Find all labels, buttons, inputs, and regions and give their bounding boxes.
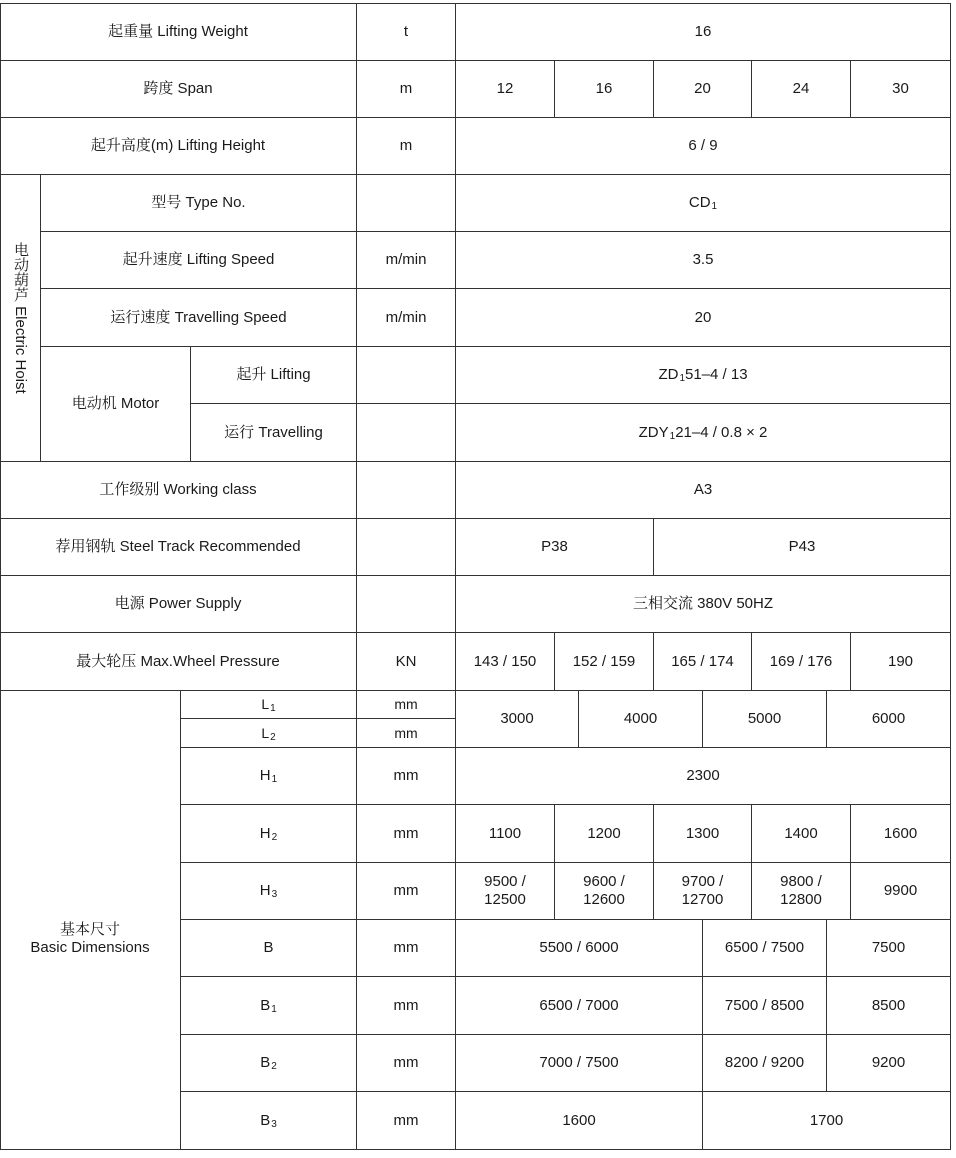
- motor-label: 电动机 Motor: [41, 347, 191, 462]
- l-value: 3000: [456, 691, 579, 748]
- l2-subscript: 2: [270, 731, 276, 743]
- b1-subscript: 1: [271, 1003, 277, 1015]
- steel-track-value: P43: [654, 519, 951, 576]
- l2-label: [181, 719, 357, 748]
- lifting-speed-unit: m/min: [357, 232, 456, 289]
- h2-value: 1100: [456, 805, 555, 863]
- b1-unit: mm: [357, 977, 456, 1035]
- motor-travelling-spec: 21–4 / 0.8 × 2: [675, 423, 768, 441]
- b1-value: 8500: [827, 977, 951, 1035]
- h1-value: 2300: [456, 748, 951, 805]
- lifting-speed-label: 起升速度 Lifting Speed: [41, 232, 357, 289]
- b2-value: 8200 / 9200: [703, 1035, 827, 1092]
- motor-travelling-label: 运行 Travelling: [191, 404, 357, 462]
- l-value: 6000: [827, 691, 951, 748]
- h1-symbol: H: [259, 767, 271, 784]
- span-value: 16: [555, 61, 654, 118]
- h2-value: 1600: [851, 805, 951, 863]
- h2-value: 1200: [555, 805, 654, 863]
- l1-label: [181, 691, 357, 719]
- span-value: 20: [654, 61, 752, 118]
- wheel-pressure-label: 最大轮压 Max.Wheel Pressure: [0, 633, 357, 691]
- lifting-height-label: 起升高度(m) Lifting Height: [0, 118, 357, 175]
- wheel-pressure-value: 169 / 176: [752, 633, 851, 691]
- h1-label: [181, 748, 357, 805]
- motor-travelling-model: ZDY: [638, 423, 669, 441]
- b1-label: [181, 977, 357, 1035]
- b2-subscript: 2: [271, 1061, 277, 1072]
- steel-track-unit: [357, 519, 456, 576]
- span-value: 24: [752, 61, 851, 118]
- b2-value: 9200: [827, 1035, 951, 1092]
- l1-unit: mm: [357, 691, 456, 719]
- power-supply-unit: [357, 576, 456, 633]
- steel-track-value: P38: [456, 519, 654, 576]
- working-class-unit: [357, 462, 456, 519]
- lifting-height-value: 6 / 9: [456, 118, 951, 175]
- l-value: 4000: [579, 691, 703, 748]
- h3-subscript: 3: [271, 889, 278, 900]
- b3-value: 1700: [703, 1092, 951, 1150]
- motor-lifting-spec: 51–4 / 13: [685, 366, 748, 383]
- b-value: 7500: [827, 920, 951, 977]
- span-label: 跨度 Span: [0, 61, 357, 118]
- motor-travelling-unit: [357, 404, 456, 462]
- basic-dimensions-en: Basic Dimensions: [30, 939, 150, 956]
- h3-value: 9800 / 12800: [752, 863, 851, 920]
- h1-unit: mm: [357, 748, 456, 805]
- h2-value: 1300: [654, 805, 752, 863]
- h2-symbol: H: [259, 824, 271, 842]
- b3-value: 1600: [456, 1092, 703, 1150]
- h2-label: [181, 805, 357, 863]
- motor-lifting-label: 起升 Lifting: [191, 347, 357, 404]
- wheel-pressure-value: 143 / 150: [456, 633, 555, 691]
- span-value: 30: [851, 61, 951, 118]
- power-supply-value: 三相交流 380V 50HZ: [456, 576, 951, 633]
- wheel-pressure-value: 190: [851, 633, 951, 691]
- b1-value: 7500 / 8500: [703, 977, 827, 1035]
- wheel-pressure-unit: KN: [357, 633, 456, 691]
- power-supply-label: 电源 Power Supply: [0, 576, 357, 633]
- b2-label: [181, 1035, 357, 1092]
- travelling-speed-label: 运行速度 Travelling Speed: [41, 289, 357, 347]
- l2-symbol: L: [261, 724, 270, 741]
- b3-label: [181, 1092, 357, 1150]
- motor-lifting-unit: [357, 347, 456, 404]
- b3-unit: mm: [357, 1092, 456, 1150]
- h3-value: 9900: [851, 863, 951, 920]
- lifting-height-unit: m: [357, 118, 456, 175]
- type-no-value: [456, 175, 951, 232]
- motor-lifting-subscript: 1: [679, 373, 685, 384]
- type-no-subscript: 1: [711, 201, 718, 212]
- steel-track-label: 荐用钢轨 Steel Track Recommended: [0, 519, 357, 576]
- b2-symbol: B: [260, 1054, 271, 1071]
- span-unit: m: [357, 61, 456, 118]
- span-value: 12: [456, 61, 555, 118]
- h2-subscript: 2: [271, 831, 278, 843]
- wheel-pressure-value: 152 / 159: [555, 633, 654, 691]
- l2-unit: mm: [357, 719, 456, 748]
- motor-travelling-value: [456, 404, 951, 462]
- motor-travelling-subscript: 1: [669, 430, 676, 442]
- b3-symbol: B: [260, 1111, 271, 1129]
- type-no-unit: [357, 175, 456, 232]
- b1-symbol: B: [260, 996, 271, 1014]
- working-class-value: A3: [456, 462, 951, 519]
- b2-value: 7000 / 7500: [456, 1035, 703, 1092]
- electric-hoist-group-label: 电动葫芦 Electric Hoist: [0, 175, 41, 462]
- l1-symbol: L: [261, 696, 270, 712]
- type-no-text: CD: [688, 194, 711, 211]
- travelling-speed-value: 20: [456, 289, 951, 347]
- l-value: 5000: [703, 691, 827, 748]
- travelling-speed-unit: m/min: [357, 289, 456, 347]
- lifting-speed-value: 3.5: [456, 232, 951, 289]
- b2-unit: mm: [357, 1035, 456, 1092]
- b-value: 6500 / 7500: [703, 920, 827, 977]
- motor-lifting-value: [456, 347, 951, 404]
- h2-value: 1400: [752, 805, 851, 863]
- h2-unit: mm: [357, 805, 456, 863]
- wheel-pressure-value: 165 / 174: [654, 633, 752, 691]
- motor-lifting-model: ZD: [658, 366, 679, 383]
- h3-value: 9500 / 12500: [456, 863, 555, 920]
- basic-dimensions-cn: 基本尺寸: [59, 921, 120, 938]
- type-no-label: 型号 Type No.: [41, 175, 357, 232]
- h3-symbol: H: [259, 882, 271, 899]
- l1-subscript: 1: [270, 703, 276, 714]
- lifting-weight-label: 起重量 Lifting Weight: [0, 3, 357, 61]
- h3-value: 9600 / 12600: [555, 863, 654, 920]
- basic-dimensions-label: [0, 691, 181, 1150]
- b1-value: 6500 / 7000: [456, 977, 703, 1035]
- h3-value: 9700 / 12700: [654, 863, 752, 920]
- b-value: 5500 / 6000: [456, 920, 703, 977]
- b3-subscript: 3: [271, 1118, 277, 1130]
- lifting-weight-unit: t: [357, 3, 456, 61]
- working-class-label: 工作级别 Working class: [0, 462, 357, 519]
- h3-label: [181, 863, 357, 920]
- b-unit: mm: [357, 920, 456, 977]
- h3-unit: mm: [357, 863, 456, 920]
- b-label: B: [181, 920, 357, 977]
- h1-subscript: 1: [271, 774, 278, 785]
- lifting-weight-value: 16: [456, 3, 951, 61]
